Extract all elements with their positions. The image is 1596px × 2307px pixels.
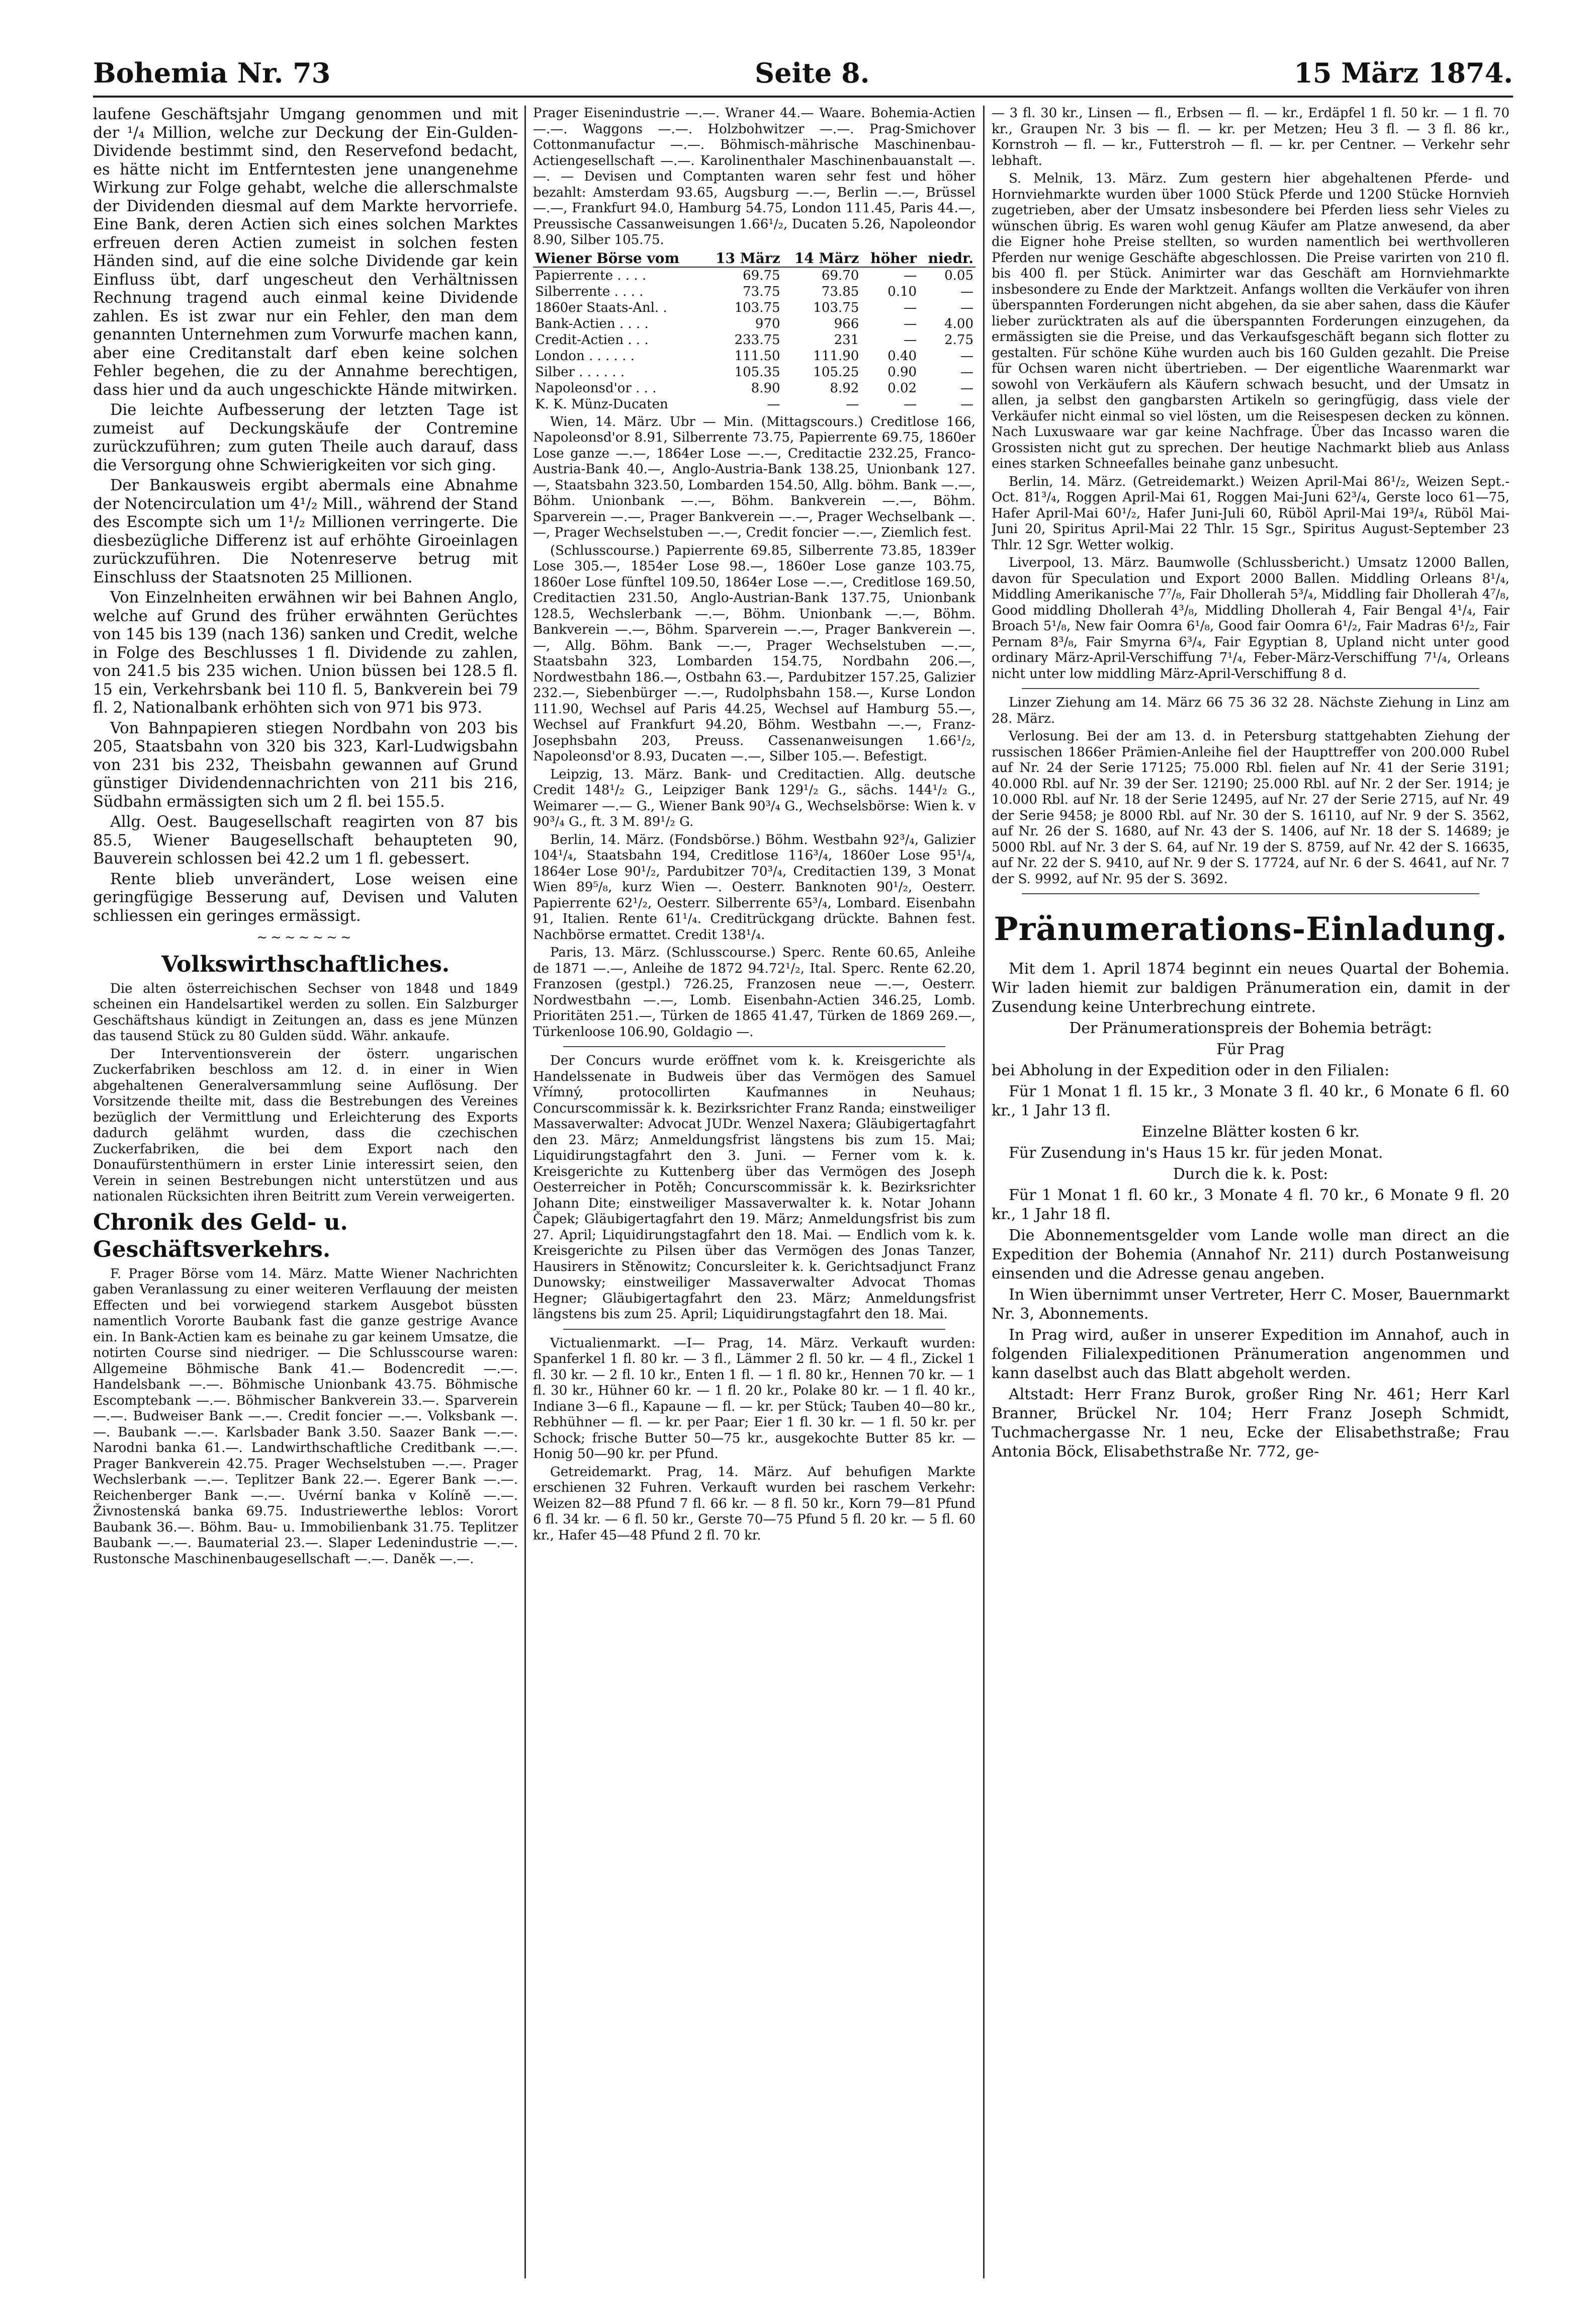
table-cell: — [960, 348, 973, 364]
table-cell: — [960, 380, 973, 396]
paragraph: Der Concurs wurde eröffnet vom k. k. Kreisgerichte als Handelssenate in Budweis über das Vermögen des Samuel Vřímný, protocollirten Kaufmannes in Neuhaus; Concurscommissär k. k. Bezirksrichter Franz Randa; einstweiliger Massaverwalter: Advocat JUDr. Wenzel Naxera; Gläubigertagfahrt den 23. März; Anmeldungsfrist längstens bis zum 15. Mai; Liquidirungstagfahrt den 3. Juni. — Ferner vom k. k. Kreisgerichte zu Kuttenberg über das Vermögen des Joseph Oesterreicher in Potěh; Concurscommissär k. k. Bezirksrichter Johann Dite; einstweiliger Massaverwalter k. k. Notar Johann Čapek; Gläubigertagfahrt den 19. März; Anmeldungsfrist bis zum 27. April; Liquidirungstagfahrt den 18. Mai. — Endlich vom k. k. Kreisgerichte zu Pilsen über das Vermögen des Jonas Tanzer, Hausirers in Stěnowitz; Concursleiter k. k. Gerichtsadjunct Franz Dunowsky; einstweiliger Massaverwalter Advocat Thomas Hegner; Gläubigertagfahrt den 23. März; Anmeldungsfrist längstens bis zum 25. April; Liquidirungstagfahrt den 18. Mai. [533, 1053, 976, 1322]
paragraph: Berlin, 14. März. (Getreidemarkt.) Weizen April-Mai 86¹/₂, Weizen Sept.-Oct. 81³/₄, Roggen April-Mai 61, Roggen Mai-Juni 62³/₄, Gerste loco 61—75, Hafer April-Mai 60¹/₂, Hafer Juni-Juli 60, Rüböl April-Mai 19³/₄, Rüböl Mai-Juni 20, Spiritus April-Mai 22 Thlr. 15 Sgr., Spiritus August-September 23 Thlr. 12 Sgr. Wetter wolkig. [992, 474, 1510, 553]
table-cell: 0.90 [888, 364, 917, 380]
paragraph: Von Einzelnheiten erwähnen wir bei Bahnen Anglo, welche auf Grund des früher erwähnten Gerüchtes von 145 bis 139 (nach 136) sanken und Credit, welche in Folge des Beschlusses 1 fl. Dividende zu zahlen, von 241.5 bis 235 wichen. Union büssen bei 128.5 fl. 15 ein, Verkehrsbank bei 110 fl. 5, Bankverein bei 79 fl. 2, Nationalbank erhöhten sich von 971 bis 973. [93, 589, 518, 717]
paragraph: Leipzig, 13. März. Bank- und Creditactien. Allg. deutsche Credit 148¹/₂ G., Leipziger Bank 129¹/₂ G., sächs. 144¹/₂ G., Weimarer —.— G., Wiener Bank 90³/₄ G., Wechselsbörse: Wien k. v 90³/₄ G., ft. 3 M. 89¹/₂ G. [533, 766, 976, 829]
table-row [533, 364, 976, 380]
wiener-boerse-table [533, 250, 976, 412]
table-cell: 233.75 [734, 332, 780, 348]
column-2 [533, 106, 976, 2278]
paragraph: Verlosung. Bei der am 13. d. in Petersburg stattgehabten Ziehung der russischen 1866er Prämien-Anleihe fiel der Haupttreffer von 200.000 Rubel auf Nr. 24 der Serie 17125; 75.000 Rbl. fielen auf Nr. 41 der Serie 3191; 40.000 Rbl. auf Nr. 39 der Ser. 12190; 25.000 Rbl. auf Nr. 2 der Ser. 1914; je 10.000 Rbl. auf Nr. 18 der Serie 12495, auf Nr. 27 der Serie 2715, auf Nr. 49 der Serie 9458; je 8000 Rbl. auf Nr. 30 der S. 16110, auf Nr. 9 der S. 3562, auf Nr. 26 der S. 1680, auf Nr. 43 der S. 1406, auf Nr. 18 der S. 14689; je 5000 Rbl. auf Nr. 3 der S. 64, auf Nr. 19 der S. 8759, auf Nr. 42 der S. 16635, auf Nr. 22 der S. 9410, auf Nr. 9 der S. 17724, auf Nr. 6 der S. 4641, auf Nr. 7 der S. 9992, auf Nr. 95 der S. 3692. [992, 729, 1510, 887]
ornament-divider: ~~~~~~~ [256, 930, 354, 945]
paragraph: S. Melnik, 13. März. Zum gestern hier abgehaltenen Pferde- und Hornviehmarkte wurden über 1000 Stück Pferde und 1200 Stücke Hornvieh zugetrieben, aber der Umsatz insbesondere bei Pferden liess sehr Vieles zu wünschen übrig. Es waren wohl genug Käufer am Platze anwesend, da aber die Eigner hohe Preise stellten, so wurden namentlich bei werthvolleren Pferden nur wenige Geschäfte abgeschlossen. Die Preise varirten von 210 fl. bis 400 fl. per Stück. Animirter war das Geschäft am Hornviehmarkte insbesondere zu Ende der Marktzeit. Anfangs wollten die Verkäufer von ihren überspannten Forderungen nicht abgehen, da sie aber sahen, dass die Käufer lieber zurücktraten als auf die überspannten Forderungen einzugehen, da ermässigten sie die Preise, und das Verkaufsgeschäft begann sich flotter zu gestalten. Für schöne Kühe wurden auch bis 160 Gulden gezahlt. Die Preise für Ochsen waren nicht übertrieben. — Der eigentliche Waarenmarkt war sowohl von Verkäufern als Käufern schwach besucht, und der Umsatz in allen, ja selbst den gangbarsten Artikeln so geringfügig, dass viele der Verkäufer nicht einmal so viel lösten, um die Reisespesen decken zu können. Nach Luxuswaare war gar keine Nachfrage. Über das Incasso waren die Grossisten nicht gut zu sprechen. Der heutige Nachmarkt blieb aus Anlass eines starken Schneefalles beinahe ganz unbesucht. [992, 171, 1510, 471]
table-header-cell: niedr. [919, 250, 976, 267]
table-header-cell: 13 März [703, 250, 782, 267]
table-cell: Silberrente . . . . [535, 284, 644, 299]
table-cell: 1860er Staats-Anl. . [535, 300, 667, 315]
table-header-cell: höher [861, 250, 919, 267]
praenumeration-heading: Pränumerations-Einladung. [994, 910, 1508, 948]
table-cell: 105.25 [813, 364, 859, 380]
divider [1022, 893, 1479, 894]
table-cell: — [904, 300, 917, 315]
paragraph: In Wien übernimmt unser Vertreter, Herr C. Moser, Bauernmarkt Nr. 3, Abonnements. [992, 1286, 1510, 1323]
table-cell: 231 [834, 332, 859, 348]
paragraph: Die Abonnementsgelder vom Lande wolle man direct an die Expedition der Bohemia (Annahof Nr. 211) durch Postanweisung einsenden und die Adresse genau angeben. [992, 1227, 1510, 1283]
divider [563, 1046, 945, 1047]
table-row [533, 300, 976, 316]
table-cell: 4.00 [944, 316, 973, 331]
table-cell: — [904, 396, 917, 412]
paragraph: Der Bankausweis ergibt abermals eine Abnahme der Notencirculation um 4¹/₂ Mill., während der Stand des Escompte sich um 1¹/₂ Millionen verringerte. Die diesbezügliche Differenz ist auf erhöhte Giroeinlagen zurückzuführen. Die Notenreserve betrug mit Einschluss der Staatsnoten 25 Millionen. [93, 477, 518, 586]
table-cell: — [904, 316, 917, 331]
table-cell: Credit-Actien . . . [535, 332, 649, 348]
paragraph: Von Bahnpapieren stiegen Nordbahn von 203 bis 205, Staatsbahn von 320 bis 323, Karl-Ludwigsbahn von 231 bis 232, Theisbahn gewannen auf Grund günstiger Dividendennachrichten von 211 bis 216, Südbahn ermässigten sich um 2 fl. bei 155.5. [93, 719, 518, 811]
paragraph: Victualienmarkt. —I— Prag, 14. März. Verkauft wurden: Spanferkel 1 fl. 80 kr. — 3 fl., Lämmer 2 fl. 50 kr. — 4 fl., Zickel 1 fl. 30 kr. — 2 fl. 10 kr., Enten 1 fl. — 1 fl. 80 kr., Hennen 70 kr. — 1 fl. 30 kr., Hühner 60 kr. — 1 fl. 20 kr., Polake 80 kr. — 1 fl. 40 kr., Indiane 3—6 fl., Kapaune — fl. — kr. per Stück; Tauben 40—80 kr., Rebhühner — fl. — kr. per Paar; Eier 1 fl. 30 kr. — 1 fl. 50 kr. per Schock; frische Butter 50—75 kr., ausgekochte Butter 85 kr. — Honig 50—90 kr. per Pfund. [533, 1335, 976, 1462]
table-cell: 103.75 [734, 300, 780, 315]
paragraph: Liverpool, 13. März. Baumwolle (Schlussbericht.) Umsatz 12000 Ballen, davon für Speculation und Export 2000 Ballen. Middling Orleans 8¹/₄, Middling Amerikanische 7⁷/₈, Fair Dhollerah 5³/₄, Middling fair Dhollerah 4⁷/₈, Good middling Dhollerah 4³/₈, Middling Dhollerah 4, Fair Bengal 4¹/₄, Fair Broach 5¹/₈, New fair Oomra 6¹/₈, Good fair Oomra 6¹/₂, Fair Madras 6¹/₂, Fair Pernam 8³/₈, Fair Smyrna 6³/₄, Fair Egyptian 8, Upland nicht unter good ordinary März-April-Verschiffung 7¹/₄, Feber-März-Verschiffung 7¹/₄, Orleans nicht unter low middling März-April-Verschiffung 8 d. [992, 555, 1510, 681]
table-cell: 105.35 [734, 364, 780, 380]
paragraph: Für Zusendung in's Haus 15 kr. für jeden Monat. [1009, 1144, 1383, 1162]
paragraph: Prager Eisenindustrie —.—. Wraner 44.— Waare. Bohemia-Actien —.—. Waggons —.—. Holzbohwitzer —.—. Prag-Smichover Cottonmanufactur —.—. Böhmisch-mährische Maschinenbau-Actiengesellschaft —.—. Karolinenthaler Maschinenbauanstalt —.—. — Devisen und Comptanten waren sehr fest und höher bezahlt: Amsterdam 93.65, Augsburg —.—, Berlin —.—, Brüssel —.—, Frankfurt 94.0, Hamburg 54.75, London 111.45, Paris 44.—, Preussische Cassanweisungen 1.66¹/₂, Ducaten 5.26, Napoleondor 8.90, Silber 105.75. [533, 106, 976, 247]
table-row [533, 284, 976, 300]
paragraph: F. Prager Börse vom 14. März. Matte Wiener Nachrichten gaben Veranlassung zu einer weiteren Verflauung der meisten Effecten und bei vorwiegend starkem Ausgebot büssten namentlich Vororte Baubank fast die ganze gestrige Avance ein. In Bank-Actien kam es beinahe zu gar keinem Umsatze, die notirten Course sind niedriger. — Die Schlusscourse waren: Allgemeine Böhmische Bank 41.— Bodencredit —.—. Handelsbank —.—. Böhmische Unionbank 43.75. Böhmische Escomptebank —.—. Böhmischer Bankverein 33.—. Sparverein —.—. Budweiser Bank —.—. Credit foncier —.—. Volksbank —.—. Baubank —.—. Karlsbader Bank 3.50. Saazer Bank —.—. Narodni banka 61.—. Landwirthschaftliche Creditbank —.—. Prager Bankverein 42.75. Prager Wechselstuben —.—. Prager Wechslerbank —.—. Teplitzer Bank 22.—. Egerer Bank —.—. Reichenberger Bank —.—. Uvérní banka v Kolíně —.—. Živnostenská banka 69.75. Industriewerthe leblos: Vorort Baubank 36.—. Böhm. Bau- u. Immobilienbank 31.75. Teplitzer Baubank —.—. Baumaterial 23.—. Slaper Ledenindustrie —.—. Rustonsche Maschinenbaugesellschaft —.—. Daněk —.—. [93, 1266, 518, 1567]
table-row [533, 332, 976, 348]
table-cell: — [960, 396, 973, 412]
column-rule-2 [983, 106, 985, 2278]
table-cell: Silber . . . . . . [535, 364, 625, 380]
paragraph: Die leichte Aufbesserung der letzten Tage ist zumeist auf Deckungskäufe der Contremine zurückzuführen; zum guten Theile auch darauf, dass die Versorgung ohne Schwierigkeiten vor sich ging. [93, 401, 518, 474]
paragraph: Linzer Ziehung am 14. März 66 75 36 32 28. Nächste Ziehung in Linz am 28. März. [992, 695, 1510, 726]
section-heading-volkswirthschaft: Volkswirthschaftliches. [161, 951, 450, 977]
header-center: Seite 8. [755, 57, 870, 89]
paragraph: Der Interventionsverein der österr. ungarischen Zuckerfabriken beschloss am 12. d. in einer in Wien abgehaltenen Generalversammlung seine Auflösung. Der Vorsitzende theilte mit, dass die Bestrebungen des Vereines bezüglich der Vermittlung und Erleichterung des Exports dadurch gelähmt wurden, dass die czechischen Zuckerfabriken, die bei dem Export nach den Donaufürstenthümern in erster Linie interessirt seien, den Verein in seinen Bestrebungen nicht unterstützen und aus nationalen Rücksichten ihren Beitritt zum Verein verweigerten. [93, 1046, 518, 1204]
table-cell: 111.90 [813, 348, 859, 364]
table-cell: 73.75 [743, 284, 780, 299]
table-cell: London . . . . . . [535, 348, 635, 364]
table-cell: 970 [755, 316, 780, 331]
table-cell: K. K. Münz-Ducaten [535, 396, 668, 412]
table-cell: — [767, 396, 780, 412]
table-cell: — [904, 332, 917, 348]
table-cell: 103.75 [813, 300, 859, 315]
table-cell: 8.90 [751, 380, 780, 396]
section-heading-chronik: Chronik des Geld- u. Geschäftsverkehrs. [93, 1209, 348, 1262]
table-row [533, 267, 976, 284]
table-cell: — [846, 396, 859, 412]
paragraph: Für Prag [1216, 1041, 1285, 1058]
table-cell: 69.70 [821, 268, 859, 283]
paragraph: Für 1 Monat 1 fl. 15 kr., 3 Monate 3 fl. 40 kr., 6 Monate 6 fl. 60 kr., 1 Jahr 13 fl. [992, 1083, 1510, 1120]
table-cell: 0.10 [888, 284, 917, 299]
paragraph: Getreidemarkt. Prag, 14. März. Auf behufigen Markte erschienen 32 Fuhren. Verkauft wurden bei raschem Verkehr: Weizen 82—88 Pfund 7 fl. 66 kr. — 8 fl. 50 kr., Korn 79—81 Pfund 6 fl. 34 kr. — 6 fl. 50 kr., Gerste 70—75 Pfund 5 fl. 20 kr. — 5 fl. 60 kr., Hafer 45—48 Pfund 2 fl. 70 kr. [533, 1464, 976, 1543]
column-1 [93, 106, 518, 2278]
table-cell: Napoleonsd'or . . . [535, 380, 657, 396]
table-cell: 2.75 [944, 332, 973, 348]
table-row [533, 348, 976, 364]
table-header-cell: Wiener Börse vom [533, 250, 703, 267]
paragraph: (Schlusscourse.) Papierrente 69.85, Silberrente 73.85, 1839er Lose 305.—, 1854er Lose 98.—, 1860er Lose ganze 103.75, 1860er Lose fünftel 109.50, 1864er Lose —.—, Creditlose 169.50, Creditactien 231.50, Anglo-Austrian-Bank 137.75, Unionbank 128.5, Wechslerbank —.—, Böhm. Unionbank —.—, Böhm. Bankverein —.—, Böhm. Sparverein —.—, Prager Bankverein —.—, Allg. Böhm. Bank —.—, Prager Wechselstuben —.—, Staatsbahn 323, Lombarden 154.75, Nordbahn 206.—, Nordwestbahn 186.—, Ostbahn 63.—, Pardubitzer 157.25, Galizier 232.—, Siebenbürger —.—, Rudolphsbahn 158.—, Kurse London 111.90, Wechsel auf Paris 44.25, Wechsel auf Hamburg 55.—, Wechsel auf Frankfurt 94.20, Böhm. Westbahn —.—, Franz-Josephsbahn 203, Preuss. Cassenanweisungen 1.66¹/₂, Napoleonsd'or 8.93, Ducaten —.—, Silber 105.—. Befestigt. [533, 543, 976, 764]
paragraph: Der Pränumerationspreis der Bohemia beträgt: [1069, 1019, 1432, 1037]
paragraph: Wien, 14. März. Ubr — Min. (Mittagscours.) Creditlose 166, Napoleonsd'or 8.91, Silberrente 73.75, Papierrente 69.75, 1860er Lose ganze —.—, 1864er Lose —.—, Creditactie 232.25, Franco-Austria-Bank 40.—, Anglo-Austria-Bank 138.25, Unionbank 127.—, Staatsbahn 323.50, Lombarden 154.50, Allg. böhm. Bank —.—, Böhm. Unionbank —.—, Böhm. Bankverein —.—, Böhm. Sparverein —.—, Prager Bankverein —.—, Prager Wechselbank —.—, Prager Wechselstuben —.—, Credit foncier —.—, Ziemlich fest. [533, 414, 976, 540]
table-cell: Papierrente . . . . [535, 268, 647, 283]
table-cell: 69.75 [743, 268, 780, 283]
table-row [533, 380, 976, 396]
paragraph: In Prag wird, außer in unserer Expedition im Annahof, auch in folgenden Filialexpeditionen Pränumeration angenommen und kann daselbst auch das Blatt abgeholt werden. [992, 1326, 1510, 1382]
paragraph: Einzelne Blätter kosten 6 kr. [1141, 1123, 1360, 1141]
paragraph: Paris, 13. März. (Schlusscourse.) Sperc. Rente 60.65, Anleihe de 1871 —.—, Anleihe de 1872 94.72¹/₂, Ital. Sperc. Rente 62.20, Franzosen (gestpl.) 726.25, Franzosen neue —.—, Oesterr. Nordwestbahn —.—, Lomb. Eisenbahn-Actien 346.25, Lomb. Prioritäten 251.—, Türken de 1865 41.47, Türken de 1869 269.—, Türkenloose 106.90, Goldagio —. [533, 945, 976, 1040]
table-cell: — [960, 284, 973, 299]
header-left: Bohemia Nr. 73 [93, 57, 331, 89]
table-cell: 73.85 [821, 284, 859, 299]
paragraph: — 3 fl. 30 kr., Linsen — fl., Erbsen — fl. — kr., Erdäpfel 1 fl. 50 kr. — 1 fl. 70 kr., Graupen Nr. 3 bis — fl. — kr. per Metzen; Heu 3 fl. — 3 fl. 86 kr., Kornstroh — fl. — kr., Futterstroh — fl. — kr. per Centner. — Verkehr sehr lebhaft. [992, 106, 1510, 168]
paragraph: Mit dem 1. April 1874 beginnt ein neues Quartal der Bohemia. Wir laden hiemit zur baldigen Pränumeration ein, damit in der Zusendung keine Unterbrechung eintrete. [992, 960, 1510, 1016]
paragraph: Die alten österreichischen Sechser von 1848 und 1849 scheinen ein Handelsartikel werden zu sollen. Ein Salzburger Geschäftshaus kündigt in Zeitungen an, dass es jene Münzen das tausend Stück zu 80 Gulden südd. Währ. ankaufe. [93, 981, 518, 1044]
table-cell: 0.05 [944, 268, 973, 283]
paragraph: Rente blieb unverändert, Lose weisen eine geringfügige Besserung auf, Devisen und Valuten schliessen ein geringes ermässigt. [93, 870, 518, 925]
column-3 [992, 106, 1510, 2278]
table-cell: 0.40 [888, 348, 917, 364]
paragraph: Altstadt: Herr Franz Burok, großer Ring Nr. 461; Herr Karl Branner, Brückel Nr. 104; Herr Franz Joseph Schmidt, Tuchmachergasse Nr. 1 neu, Ecke der Elisabethstraße; Frau Antonia Böck, Elisabethstraße Nr. 772, ge- [992, 1386, 1510, 1461]
table-cell: 0.02 [888, 380, 917, 396]
header-right: 15 März 1874. [1294, 57, 1513, 89]
paragraph: bei Abholung in der Expedition oder in den Filialen: [992, 1062, 1390, 1079]
paragraph: Berlin, 14. März. (Fondsbörse.) Böhm. Westbahn 92³/₄, Galizier 104¹/₄, Staatsbahn 194, Creditlose 116³/₄, 1860er Lose 95¹/₄, 1864er Lose 90¹/₂, Pardubitzer 70³/₄, Creditactien 139, 3 Monat Wien 89⁵/₈, kurz Wien —. Oesterr. Banknoten 90¹/₂, Oesterr. Papierrente 62¹/₂, Oesterr. Silberrente 65³/₄, Lombard. Eisenbahn 91, Italien. Rente 61¹/₄. Creditrückgang drückte. Bahnen fest. Nachbörse ermattet. Credit 138¹/₄. [533, 832, 976, 943]
table-cell: 8.92 [830, 380, 859, 396]
table-row [533, 396, 976, 412]
page-header [93, 50, 1513, 98]
table-cell: — [960, 300, 973, 315]
table-cell: 966 [834, 316, 859, 331]
divider [1022, 688, 1479, 689]
paragraph: Durch die k. k. Post: [1173, 1165, 1328, 1183]
table-cell: — [904, 268, 917, 283]
table-cell: 111.50 [734, 348, 780, 364]
paragraph: Allg. Oest. Baugesellschaft reagirten von 87 bis 85.5, Wiener Baugesellschaft behaupteten 90, Bauverein schlossen bei 42.2 um 1 fl. gebessert. [93, 813, 518, 868]
table-header-cell: 14 März [782, 250, 861, 267]
table-cell: Bank-Actien . . . . [535, 316, 649, 331]
table-cell: — [960, 364, 973, 380]
paragraph: laufene Geschäftsjahr Umgang genommen und mit der ¹/₄ Million, welche zur Deckung der Ein-Gulden-Dividende bestimmt sind, den Reservefond bedacht, es hätte nicht im Entferntesten jene unangenehme Wirkung zur Folge gehabt, welche die allerschmalste der Dividenden diesmal auf dem Markte hervorriefe. Eine Bank, deren Actien sich eines solchen Marktes erfreuen deren Actien zumeist in solchen festen Händen sind, auf die eine solche Dividende gar kein Einfluss übt, darf ungescheut den Verhältnissen Rechnung tragend auch einmal keine Dividende zahlen. Es ist zwar nur ein Fehler, den man dem genannten Unternehmen zum Vorwurfe machen kann, aber eine Creditanstalt darf eben keine solchen Fehler begehen, die zu der Annahme berechtigen, dass hier und da auch ungeschickte Hände mitwirken. [93, 106, 518, 399]
column-rule-1 [524, 106, 526, 2278]
paragraph: Für 1 Monat 1 fl. 60 kr., 3 Monate 4 fl. 70 kr., 6 Monate 9 fl. 20 kr., 1 Jahr 18 fl. [992, 1186, 1510, 1223]
divider [563, 1329, 945, 1330]
table-header-row [533, 250, 976, 267]
table-row [533, 316, 976, 332]
